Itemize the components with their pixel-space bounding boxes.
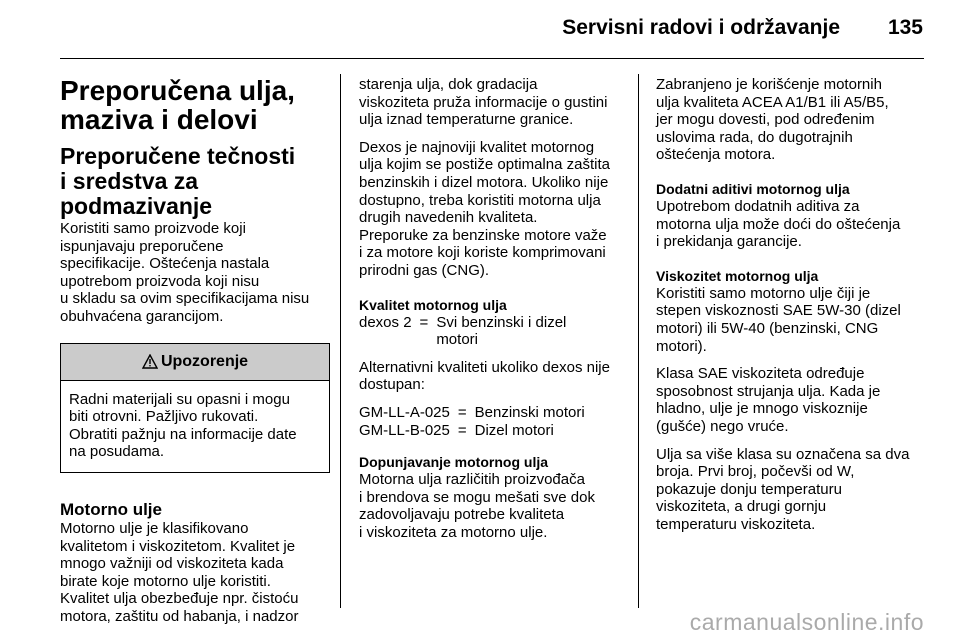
spec-key: GM-LL-A-025 <box>359 403 450 421</box>
spec-key: GM-LL-B-025 <box>359 421 450 439</box>
alternative-quality-paragraph: Alternativni kvaliteti ukoliko dexos nije dostupan: <box>359 358 610 394</box>
spec-value: Benzinski motori <box>474 403 585 421</box>
section-subtitle: Preporučene tečnosti i sredstva za podmazivanje <box>60 143 296 219</box>
viscosity-continuation-paragraph: starenja ulja, dok gradacija viskoziteta pruža informacije o gustini ulja iznad temperaturne granice. <box>359 76 608 129</box>
motor-oil-heading: Motorno ulje <box>60 499 162 519</box>
additives-paragraph: Upotrebom dodatnih aditiva za motorna ulja može doći do oštećenja i prekidanja garancije. <box>656 197 901 251</box>
intro-paragraph: Koristiti samo proizvode koji ispunjavaju preporučene specifikacije. Oštećenja nastala upotrebom proizvoda koji nisu u skladu sa ovim specifikacijama nisu obuhvaćena garancijom. <box>60 220 310 325</box>
gm-spec-list <box>359 404 629 439</box>
acea-paragraph: Zabranjeno je korišćenje motornih ulja kvaliteta ACEA A1/B1 ili A5/B5, jer mogu dovesti, pod određenim uslovima rada, do dugotrajnih oštećenja motora. <box>656 76 889 164</box>
motor-oil-paragraph: Motorno ulje je klasifikovano kvalitetom i viskozitetom. Kvalitet je mnogo važniji od viskoziteta kada birate koje motorno ulje koristiti. Kvalitet ulja obezbeđuje npr. čistoću motora, zaštitu od habanja, i nadzor <box>60 519 299 625</box>
spec-value: Dizel motori <box>474 421 554 439</box>
warning-title: Upozorenje <box>160 352 249 370</box>
page-number: 135 <box>887 16 923 39</box>
gm-spec-row <box>359 404 629 422</box>
viscosity-heading: Viskozitet motornog ulja <box>656 267 819 284</box>
spec-equals: = <box>457 421 467 439</box>
additives-heading: Dodatni aditivi motornog ulja <box>656 180 850 197</box>
spec-value: Svi benzinski i dizel motori <box>436 313 567 349</box>
column-3 <box>656 76 926 533</box>
section-title: Preporučena ulja, maziva i delovi <box>60 75 295 135</box>
warning-box <box>60 343 330 473</box>
spec-equals: = <box>457 403 467 421</box>
multigrade-paragraph: Ulja sa više klasa su označena sa dva broja. Prvi broj, počevši od W, pokazuje donju temperaturu viskoziteta, a drugi gornju temperaturu viskoziteta. <box>656 445 910 533</box>
dexos-spec-row <box>359 314 629 349</box>
column-1 <box>60 76 330 626</box>
viscosity-paragraph: Koristiti samo motorno ulje čiji je stepen viskoznosti SAE 5W-30 (dizel motori) ili 5W-40 (benzinski, CNG motori). <box>656 284 901 355</box>
column-separator-2 <box>638 74 639 608</box>
gm-spec-row <box>359 422 629 440</box>
page-header-title: Servisni radovi i održavanje <box>562 16 840 39</box>
header-rule <box>60 58 924 59</box>
warning-header <box>61 344 329 381</box>
sae-paragraph: Klasa SAE viskoziteta određuje sposobnost strujanja ulja. Kada je hladno, ulje je mnogo viskoznije (gušće) nego vruće. <box>656 365 881 435</box>
topup-heading: Dopunjavanje motornog ulja <box>359 454 549 471</box>
oil-quality-heading: Kvalitet motornog ulja <box>359 296 507 313</box>
warning-body: Radni materijali su opasni i mogu biti otrovni. Pažljivo rukovati. Obratiti pažnju na informacije date na posudama. <box>69 390 297 461</box>
spec-key: dexos 2 <box>359 313 412 331</box>
watermark: carmanualsonline.info <box>689 609 924 635</box>
warning-triangle-icon <box>142 354 158 369</box>
dexos-paragraph: Dexos je najnoviji kvalitet motornog ulja kojim se postiže optimalna zaštita benzinskih i dizel motora. Ukoliko nije dostupno, treba koristiti motorna ulja drugih navedenih kvaliteta. Preporuke za benzinske motore važe i za motore koji koriste komprimovani prirodni gas (CNG). <box>359 138 610 279</box>
column-2 <box>359 76 629 541</box>
column-separator-1 <box>340 74 341 608</box>
spec-equals: = <box>419 313 429 331</box>
topup-paragraph: Motorna ulja različitih proizvođača i brendova se mogu mešati sve dok zadovoljavaju potrebe kvaliteta i viskoziteta za motorno ulje. <box>359 471 595 541</box>
